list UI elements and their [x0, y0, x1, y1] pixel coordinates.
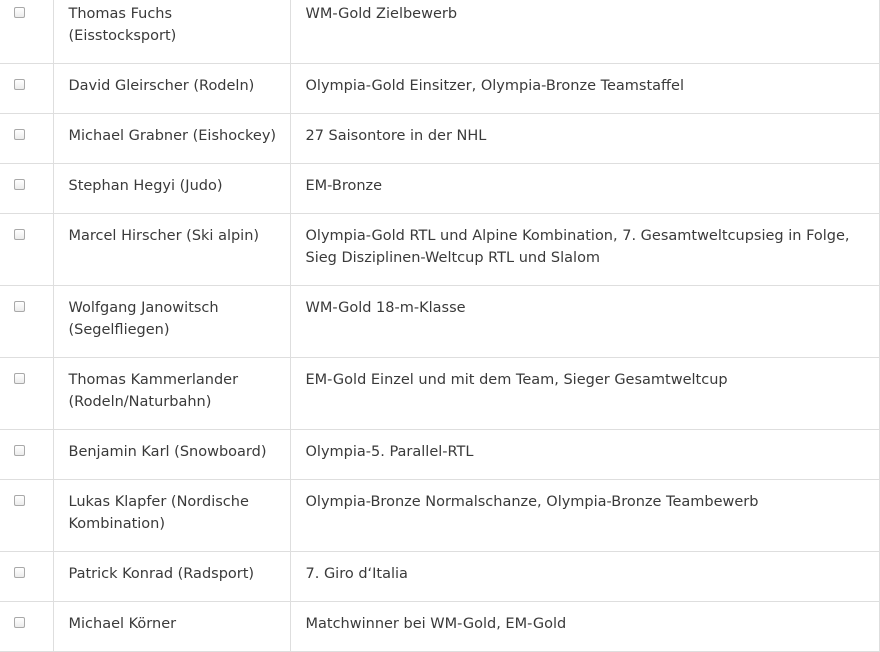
athlete-result: 7. Giro d‘Italia — [290, 552, 879, 602]
table-row — [0, 286, 879, 358]
table-row — [0, 114, 879, 164]
checkbox-cell — [0, 358, 53, 430]
athlete-result: Olympia-Bronze Normalschanze, Olympia-Bronze Teambewerb — [290, 480, 879, 552]
table-row — [0, 164, 879, 214]
row-checkbox[interactable] — [14, 617, 25, 628]
row-checkbox[interactable] — [14, 301, 25, 312]
athlete-result: Olympia-Gold RTL und Alpine Kombination, 7. Gesamtweltcupsieg in Folge, Sieg Disziplinen-Weltcup RTL und Slalom — [290, 214, 879, 286]
athlete-result: EM-Gold Einzel und mit dem Team, Sieger Gesamtweltcup — [290, 358, 879, 430]
athlete-name: Wolfgang Janowitsch (Segelfliegen) — [53, 286, 290, 358]
table-row — [0, 358, 879, 430]
row-checkbox[interactable] — [14, 373, 25, 384]
athlete-result: EM-Bronze — [290, 164, 879, 214]
row-checkbox[interactable] — [14, 229, 25, 240]
athlete-result: WM-Gold 18-m-Klasse — [290, 286, 879, 358]
athlete-result: Olympia-5. Parallel-RTL — [290, 430, 879, 480]
athlete-name: Patrick Konrad (Radsport) — [53, 552, 290, 602]
table-row — [0, 0, 879, 64]
checkbox-cell — [0, 164, 53, 214]
athlete-result: WM-Gold Zielbewerb — [290, 0, 879, 64]
athlete-name: Thomas Kammerlander (Rodeln/Naturbahn) — [53, 358, 290, 430]
row-checkbox[interactable] — [14, 179, 25, 190]
athlete-name: David Gleirscher (Rodeln) — [53, 64, 290, 114]
checkbox-cell — [0, 114, 53, 164]
checkbox-cell — [0, 480, 53, 552]
table-row — [0, 480, 879, 552]
athlete-name: Thomas Fuchs (Eisstocksport) — [53, 0, 290, 64]
athlete-name: Michael Grabner (Eishockey) — [53, 114, 290, 164]
athlete-result: Matchwinner bei WM-Gold, EM-Gold — [290, 602, 879, 652]
athlete-name: Marcel Hirscher (Ski alpin) — [53, 214, 290, 286]
athlete-name: Benjamin Karl (Snowboard) — [53, 430, 290, 480]
table-row — [0, 430, 879, 480]
row-checkbox[interactable] — [14, 567, 25, 578]
table-row — [0, 64, 879, 114]
athlete-name: Lukas Klapfer (Nordische Kombination) — [53, 480, 290, 552]
row-checkbox[interactable] — [14, 495, 25, 506]
athlete-result: Olympia-Gold Einsitzer, Olympia-Bronze Teamstaffel — [290, 64, 879, 114]
row-checkbox[interactable] — [14, 129, 25, 140]
athlete-result: 27 Saisontore in der NHL — [290, 114, 879, 164]
athlete-name: Michael Körner — [53, 602, 290, 652]
row-checkbox[interactable] — [14, 445, 25, 456]
checkbox-cell — [0, 286, 53, 358]
row-checkbox[interactable] — [14, 7, 25, 18]
table-row — [0, 552, 879, 602]
table-row — [0, 214, 879, 286]
athlete-name: Stephan Hegyi (Judo) — [53, 164, 290, 214]
row-checkbox[interactable] — [14, 79, 25, 90]
table-row — [0, 602, 879, 652]
checkbox-cell — [0, 214, 53, 286]
checkbox-cell — [0, 430, 53, 480]
checkbox-cell — [0, 0, 53, 64]
checkbox-cell — [0, 64, 53, 114]
checkbox-cell — [0, 602, 53, 652]
checkbox-cell — [0, 552, 53, 602]
